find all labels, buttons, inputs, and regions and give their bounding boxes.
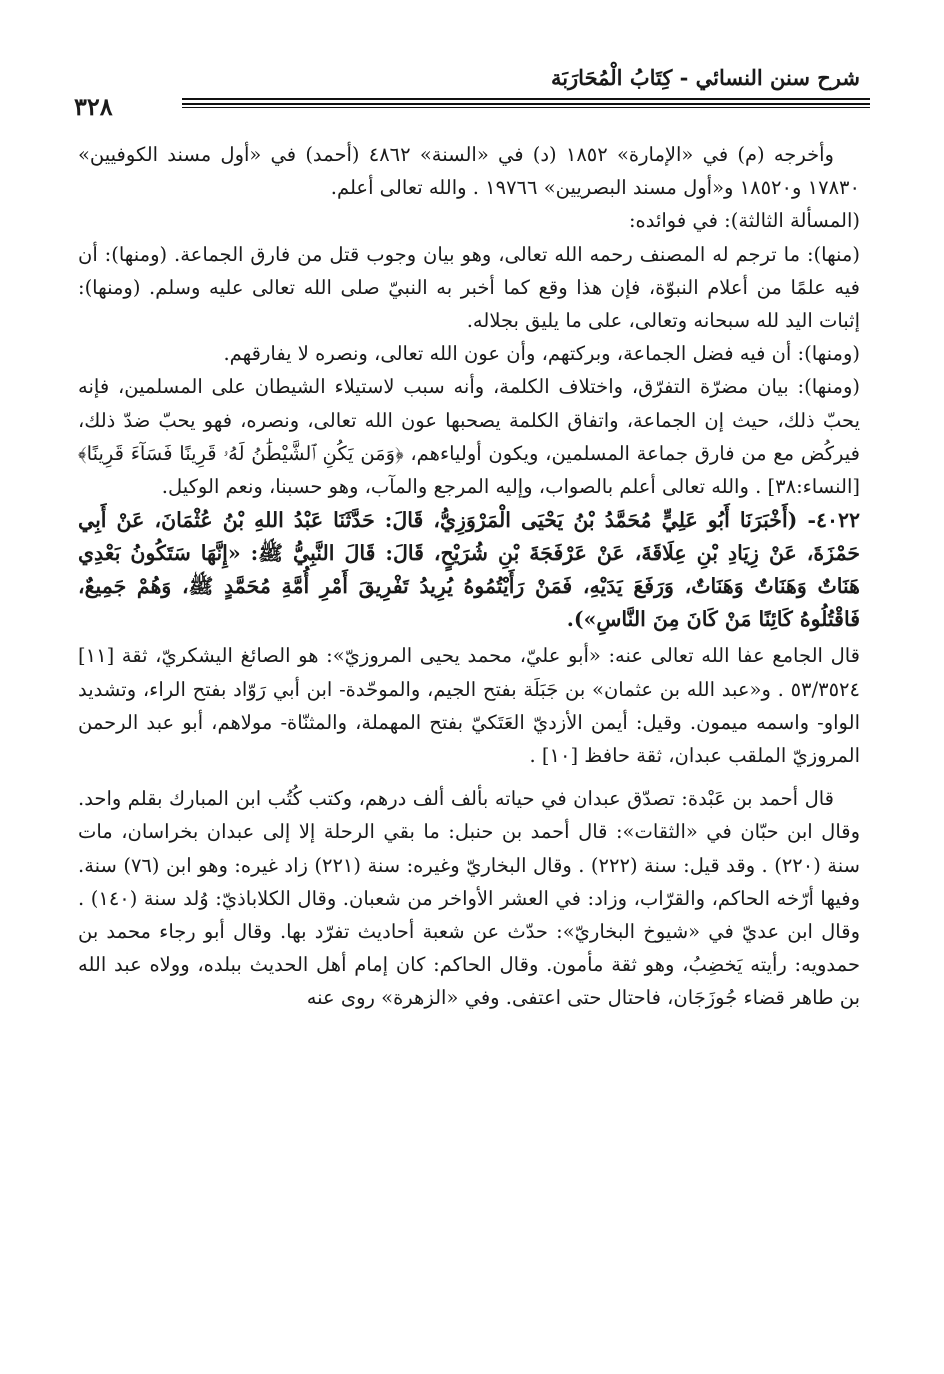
header-rule [182, 98, 870, 100]
takhrij-paragraph: وأخرجه (م) في «الإمارة» ١٨٥٢ (د) في «السنة» ٤٨٦٢ (أحمد) في «أول مسند الكوفيين» ١٧٨٣٠ و١٨٥٢٠ و«أول مسند البصريين» ١٩٧٦٦ . والله تعالى أعلم. [78, 143, 860, 200]
page-header [74, 64, 860, 121]
commentary-paragraph: قال أحمد بن عَبْدة: تصدّق عبدان في حياته بألف ألف درهم، وكتب كُتُب ابن المبارك بقلم واحد. وقال ابن حبّان في «الثقات»: قال أحمد بن حنبل: ما بقي الرحلة إلا إلى عبدان بخراسان، مات سنة (٢٢٠) . وقد قيل: سنة (٢٢٢) . وقال البخاريّ وغيره: سنة (٢٢١) زاد غيره: وهو ابن (٧٦) سنة. وفيها أرّخه الحاكم، والقرّاب، وزاد: في العشر الأواخر من شعبان. وقال الكلاباذيّ: وُلد سنة (١٤٠) . وقال ابن عديّ في «شيوخ البخاريّ»: حدّث عن شعبة أحاديث تفرّد بها. وقال أبو رجاء محمد بن حمدويه: رأيته يَخضِبُ، وهو ثقة مأمون. وقال الحاكم: كان إمام أهل الحديث ببلده، وولاه عبد الله بن طاهر قضاء جُوزَجَان، فاحتال حتى اعتفى. وفي «الزهرة» روى عنه [78, 787, 860, 1010]
header-rule [182, 107, 870, 108]
benefits-paragraph: (منها): ما ترجم له المصنف رحمه الله تعالى، وهو بيان وجوب قتل من فارق الجماعة. (ومنها): أن فيه علمًا من أعلام النبوّة، فإن هذا وقع كما أخبر به النبيّ صلى الله تعالى عليه وسلم. (ومنها): إثبات اليد لله سبحانه وتعالى، على ما يليق بجلاله. [78, 242, 860, 333]
hadith-text: ٤٠٢٢- (أَخْبَرَنَا أَبُو عَلِيٍّ مُحَمَّدُ بْنُ يَحْيَى الْمَرْوَزِيُّ، قَالَ: حَدَّثَنَا عَبْدُ اللهِ بْنُ عُثْمَانَ، عَنْ أَبِي حَمْزَةَ، عَنْ زِيَادِ بْنِ عِلَاقَةَ، عَنْ عَرْفَجَةَ بْنِ شُرَيْحٍ، قَالَ: قَالَ النَّبِيُّ ﷺ: «إِنَّهَا سَتَكُونُ بَعْدِي هَنَاتٌ وَهَنَاتٌ وَهَنَاتٌ، وَرَفَعَ يَدَيْهِ، فَمَنْ رَأَيْتُمُوهُ يُرِيدُ تَفْرِيقَ أَمْرِ أُمَّةِ مُحَمَّدٍ ﷺ، وَهُمْ جَمِيعٌ، فَاقْتُلُوهُ كَائِنًا مَنْ كَانَ مِنَ النَّاسِ»). [78, 508, 860, 631]
commentary-paragraph: قال الجامع عفا الله تعالى عنه: «أبو عليّ، محمد يحيى المروزيّ»: هو الصائغ اليشكريّ، ثقة [١١] ٥٣/٣٥٢٤ . و«عبد الله بن عثمان» بن جَبَلَة بفتح الجيم، والموحّدة- ابن أبي رَوّاد بفتح الراء، وتشديد الواو- واسمه ميمون. وقيل: أيمن الأزديّ العَتَكيّ بفتح المهملة، والمثنّاة- مولاهم، أبو عبد الرحمن المروزيّ الملقب عبدان، ثقة حافظ [١٠] . [78, 644, 860, 768]
section-heading: (المسألة الثالثة): في فوائده: [628, 209, 860, 233]
book-page [74, 64, 860, 1010]
running-title: شرح سنن النسائي - كِتَابُ الْمُحَارَبَة [550, 65, 860, 90]
page-number: ٣٢٨ [74, 92, 113, 121]
benefits-paragraph: (ومنها): أن فيه فضل الجماعة، وبركتهم، وأن عون الله تعالى، ونصره لا يفارقهم. [223, 342, 860, 366]
header-rule [182, 103, 870, 105]
page-body [78, 138, 860, 1015]
benefits-paragraph: (ومنها): بيان مضرّة التفرّق، واختلاف الكلمة، وأنه سبب لاستيلاء الشيطان على المسلمين، فإنه يحبّ ذلك، حيث إن الجماعة، واتفاق الكلمة يصحبها عون الله تعالى، ونصره، فهو يحبّ ضدّ ذلك، فيركُض مع من فارق جماعة المسلمين، ويكون أولياءهم، ﴿وَمَن يَكُنِ ٱلشَّيْطَٰنُ لَهُۥ قَرِينًا فَسَآءَ قَرِينًا﴾ [النساء:٣٨] . والله تعالى أعلم بالصواب، وإليه المرجع والمآب، وهو حسبنا، ونعم الوكيل. [78, 375, 860, 499]
